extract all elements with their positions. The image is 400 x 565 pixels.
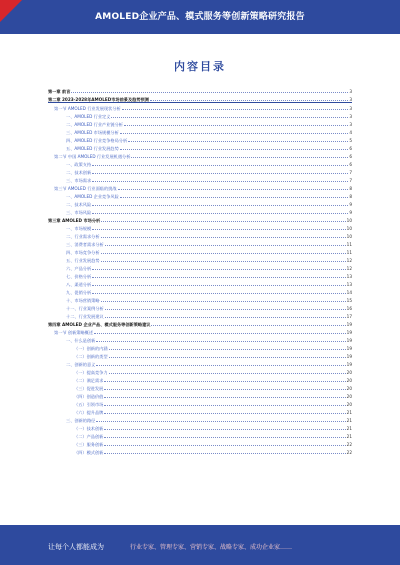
toc-entry[interactable]	[48, 94, 352, 103]
toc-entry[interactable]	[48, 143, 352, 151]
toc-entry-title: （一）提高竞争力	[74, 370, 108, 375]
toc-page-number: 15	[346, 298, 352, 303]
toc-entry[interactable]	[48, 431, 352, 439]
toc-leader-dots	[111, 116, 348, 118]
toc-entry[interactable]	[48, 391, 352, 399]
toc-leader-dots	[109, 348, 346, 350]
toc-entry[interactable]	[48, 119, 352, 127]
toc-page-number: 4	[349, 130, 352, 135]
toc-leader-dots	[101, 300, 346, 302]
toc-entry-title: （二）创新的类型	[74, 354, 108, 359]
toc-entry[interactable]	[48, 415, 352, 423]
toc-page-number: 12	[346, 258, 352, 263]
toc-leader-dots	[109, 356, 346, 358]
toc-leader-dots	[128, 140, 348, 142]
toc-leader-dots	[131, 156, 348, 158]
toc-page-number: 9	[349, 202, 352, 207]
toc-leader-dots	[92, 276, 346, 278]
toc-entry[interactable]	[48, 327, 352, 335]
toc-leader-dots	[124, 124, 348, 126]
toc-page-number: 11	[346, 242, 352, 247]
toc-entry-title: 五、AMOLED 行业发展趋势	[66, 146, 119, 151]
toc-entry[interactable]	[48, 86, 352, 94]
toc-entry[interactable]	[48, 103, 352, 111]
toc-page-number: 7	[349, 170, 352, 175]
toc-entry[interactable]	[48, 263, 352, 271]
toc-heading: 内容目录	[174, 60, 226, 73]
toc-entry-title: 十、市场营销策略	[66, 298, 100, 303]
toc-page-number: 16	[346, 306, 352, 311]
toc-page-number: 19	[346, 330, 352, 335]
toc-entry-title: （三）服务创新	[74, 442, 104, 447]
toc-page-number: 22	[346, 442, 352, 447]
toc-page-number: 20	[346, 378, 352, 383]
toc-page-number: 7	[349, 178, 352, 183]
toc-page-number: 6	[349, 154, 352, 159]
toc-entry-title: 六、产品分析	[66, 266, 92, 271]
toc-leader-dots	[101, 236, 346, 238]
toc-entry[interactable]	[48, 255, 352, 263]
toc-page-number: 6	[349, 146, 352, 151]
toc-entry-title: 八、渠道分析	[66, 282, 92, 287]
toc-entry-title: 二、技术风险	[66, 202, 92, 207]
toc-leader-dots	[105, 316, 346, 318]
toc-entry[interactable]	[48, 231, 352, 239]
toc-entry-title: （四）创造价值	[74, 394, 104, 399]
toc-leader-dots	[92, 292, 346, 294]
toc-entry[interactable]	[48, 367, 352, 375]
toc-entry[interactable]	[48, 447, 352, 455]
toc-entry-title: 三、市场需求	[66, 178, 92, 183]
toc-entry-title: 第四章 AMOLED 企业产品、模式服务等创新策略建议	[48, 322, 151, 327]
toc-entry-title: 五、行业发展趋势	[66, 258, 100, 263]
toc-entry[interactable]	[48, 239, 352, 247]
header-bar	[0, 0, 400, 34]
toc-entry-title: （二）产品创新	[74, 434, 104, 439]
toc-leader-dots	[92, 164, 348, 166]
toc-leader-dots	[150, 99, 348, 101]
toc-leader-dots	[120, 132, 349, 134]
toc-page-number: 6	[349, 162, 352, 167]
toc-entry-title: 第一章 前言	[48, 89, 71, 94]
toc-entry[interactable]	[48, 191, 352, 199]
toc-entry-title: 一、什么是创新	[66, 338, 96, 343]
toc-entry-title: （二）满足需求	[74, 378, 104, 383]
toc-entry[interactable]	[48, 159, 352, 167]
toc-page-number: 19	[346, 338, 352, 343]
toc-page-number: 20	[346, 386, 352, 391]
toc-leader-dots	[118, 188, 349, 190]
toc-entry-title: （一）技术创新	[74, 426, 104, 431]
toc-entry[interactable]	[48, 183, 352, 191]
toc-entry-title: 三、消费者需求分析	[66, 242, 104, 247]
toc-leader-dots	[104, 428, 345, 430]
toc-entry-title: 二、技术创新	[66, 170, 92, 175]
toc-page-number: 3	[349, 97, 352, 102]
toc-entry-title: 四、AMOLED 行业竞争格局分析	[66, 138, 128, 143]
toc-page-number: 9	[349, 210, 352, 215]
toc-entry-title: 九、促销分析	[66, 290, 92, 295]
toc-leader-dots	[104, 452, 345, 454]
toc-leader-dots	[101, 220, 345, 222]
toc-leader-dots	[92, 204, 348, 206]
toc-leader-dots	[92, 268, 346, 270]
toc-entry-title: 第二章 2023-2028年AMOLED市场前景及趋势预测	[48, 97, 149, 102]
toc-leader-dots	[104, 380, 345, 382]
footer-bar	[0, 525, 400, 565]
toc-page-number: 10	[346, 218, 352, 223]
toc-page-number: 8	[349, 186, 352, 191]
toc-entry-title: （六）提升品牌	[74, 410, 104, 415]
toc-entry-title: 十一、行业案例分析	[66, 306, 104, 311]
toc-entry-title: 三、AMOLED 市场规模分析	[66, 130, 119, 135]
toc-page-number: 20	[346, 394, 352, 399]
toc-entry[interactable]	[48, 135, 352, 143]
toc-leader-dots	[101, 260, 346, 262]
toc-entry-title: 第一节 AMOLED 行业发展现状分析	[54, 106, 121, 111]
toc-leader-dots	[120, 196, 349, 198]
toc-entry-title: （一）创新的内涵	[74, 346, 108, 351]
report-title: AMOLED企业产品、模式服务等创新策略研究报告	[95, 12, 305, 22]
toc-entry-title: 第二节 中国 AMOLED 行业发展机遇分析	[54, 154, 131, 159]
toc-entry[interactable]	[48, 439, 352, 447]
toc-leader-dots	[109, 372, 346, 374]
toc-leader-dots	[96, 364, 345, 366]
footer-roles: 行业专家、管理专家、营销专家、战略专家、成功企业家……	[130, 544, 293, 551]
toc-page-number: 19	[346, 362, 352, 367]
toc-page-number: 20	[346, 370, 352, 375]
toc-leader-dots	[92, 284, 346, 286]
toc-entry[interactable]	[48, 423, 352, 431]
toc-leader-dots	[96, 340, 345, 342]
toc-entry[interactable]	[48, 359, 352, 367]
toc-entry[interactable]	[48, 223, 352, 231]
toc-entry-title: 十二、行业发展建议	[66, 314, 104, 319]
toc-leader-dots	[92, 228, 346, 230]
toc-entry[interactable]	[48, 311, 352, 319]
toc-page-number: 21	[346, 426, 352, 431]
toc-entry[interactable]	[48, 199, 352, 207]
toc-entry[interactable]	[48, 207, 352, 215]
toc-entry-title: 二、行业需求分析	[66, 234, 100, 239]
toc-leader-dots	[92, 180, 348, 182]
toc-entry-title: 一、市场规模	[66, 226, 92, 231]
toc-page-number: 17	[346, 314, 352, 319]
toc-page-number: 21	[346, 434, 352, 439]
toc-entry-title: 二、创新的意义	[66, 362, 96, 367]
toc-page-number: 19	[346, 354, 352, 359]
toc-page-number: 3	[349, 114, 352, 119]
toc-entry-title: 一、AMOLED 行业定义	[66, 114, 111, 119]
toc-page-number: 19	[346, 346, 352, 351]
toc-page-number: 22	[346, 450, 352, 455]
toc-leader-dots	[105, 308, 346, 310]
toc-entry[interactable]	[48, 319, 352, 327]
toc-page-number: 21	[346, 418, 352, 423]
toc-leader-dots	[71, 91, 348, 93]
toc-page-number: 13	[346, 274, 352, 279]
toc-page-number: 8	[349, 194, 352, 199]
toc-entry[interactable]	[48, 151, 352, 159]
toc-leader-dots	[96, 420, 345, 422]
toc-leader-dots	[94, 332, 346, 334]
toc-entry-title: 四、市场竞争分析	[66, 250, 100, 255]
toc-entry-title: 三、市场风险	[66, 210, 92, 215]
toc-leader-dots	[101, 252, 346, 254]
toc-page-number: 20	[346, 402, 352, 407]
toc-leader-dots	[104, 444, 345, 446]
toc-entry-title: 三、创新的路径	[66, 418, 96, 423]
toc-leader-dots	[151, 324, 345, 326]
toc-entry[interactable]	[48, 407, 352, 415]
toc-page-number: 10	[346, 226, 352, 231]
toc-entry[interactable]	[48, 271, 352, 279]
toc-entry-title: 第一节 创新策略概述	[54, 330, 94, 335]
toc-entry[interactable]	[48, 343, 352, 351]
toc-page-number: 10	[346, 234, 352, 239]
toc-entry-title: （四）模式创新	[74, 450, 104, 455]
toc-entry[interactable]	[48, 215, 352, 223]
toc-entry[interactable]	[48, 383, 352, 391]
toc-entry-title: 一、政策支持	[66, 162, 92, 167]
toc-entry[interactable]	[48, 351, 352, 359]
toc-page-number: 19	[346, 322, 352, 327]
toc-page-number: 13	[346, 282, 352, 287]
toc-leader-dots	[104, 396, 345, 398]
toc-page-number: 3	[349, 122, 352, 127]
toc-leader-dots	[105, 244, 346, 246]
toc-page-number: 11	[346, 250, 352, 255]
toc-page-number: 3	[349, 106, 352, 111]
toc-entry[interactable]	[48, 127, 352, 135]
toc-leader-dots	[104, 412, 345, 414]
toc-entry[interactable]	[48, 279, 352, 287]
toc-leader-dots	[122, 108, 349, 110]
toc-page-number: 5	[349, 138, 352, 143]
toc-leader-dots	[104, 388, 345, 390]
toc-leader-dots	[92, 172, 348, 174]
toc-entry[interactable]	[48, 295, 352, 303]
toc-page-number: 21	[346, 410, 352, 415]
toc-entry-title: （五）引领市场	[74, 402, 104, 407]
table-of-contents	[48, 86, 352, 455]
toc-entry-title: 七、价格分析	[66, 274, 92, 279]
toc-entry[interactable]	[48, 111, 352, 119]
toc-entry[interactable]	[48, 175, 352, 183]
toc-entry[interactable]	[48, 375, 352, 383]
toc-entry[interactable]	[48, 287, 352, 295]
footer-slogan: 让每个人都能成为	[48, 543, 104, 551]
toc-entry[interactable]	[48, 399, 352, 407]
toc-leader-dots	[92, 212, 348, 214]
toc-entry[interactable]	[48, 335, 352, 343]
toc-entry-title: （三）促进发展	[74, 386, 104, 391]
toc-entry-title: 第三节 AMOLED 行业面临的挑战	[54, 186, 117, 191]
toc-leader-dots	[104, 404, 345, 406]
toc-page-number: 12	[346, 266, 352, 271]
toc-page-number: 3	[349, 89, 352, 94]
toc-page-number: 14	[346, 290, 352, 295]
toc-entry[interactable]	[48, 167, 352, 175]
toc-leader-dots	[104, 436, 345, 438]
toc-entry-title: 一、AMOLED 企业竞争风险	[66, 194, 119, 199]
toc-entry-title: 二、AMOLED 行业产业链分析	[66, 122, 123, 127]
toc-entry[interactable]	[48, 303, 352, 311]
toc-entry-title: 第三章 AMOLED 市场分析	[48, 218, 101, 223]
toc-leader-dots	[120, 148, 349, 150]
toc-entry[interactable]	[48, 247, 352, 255]
